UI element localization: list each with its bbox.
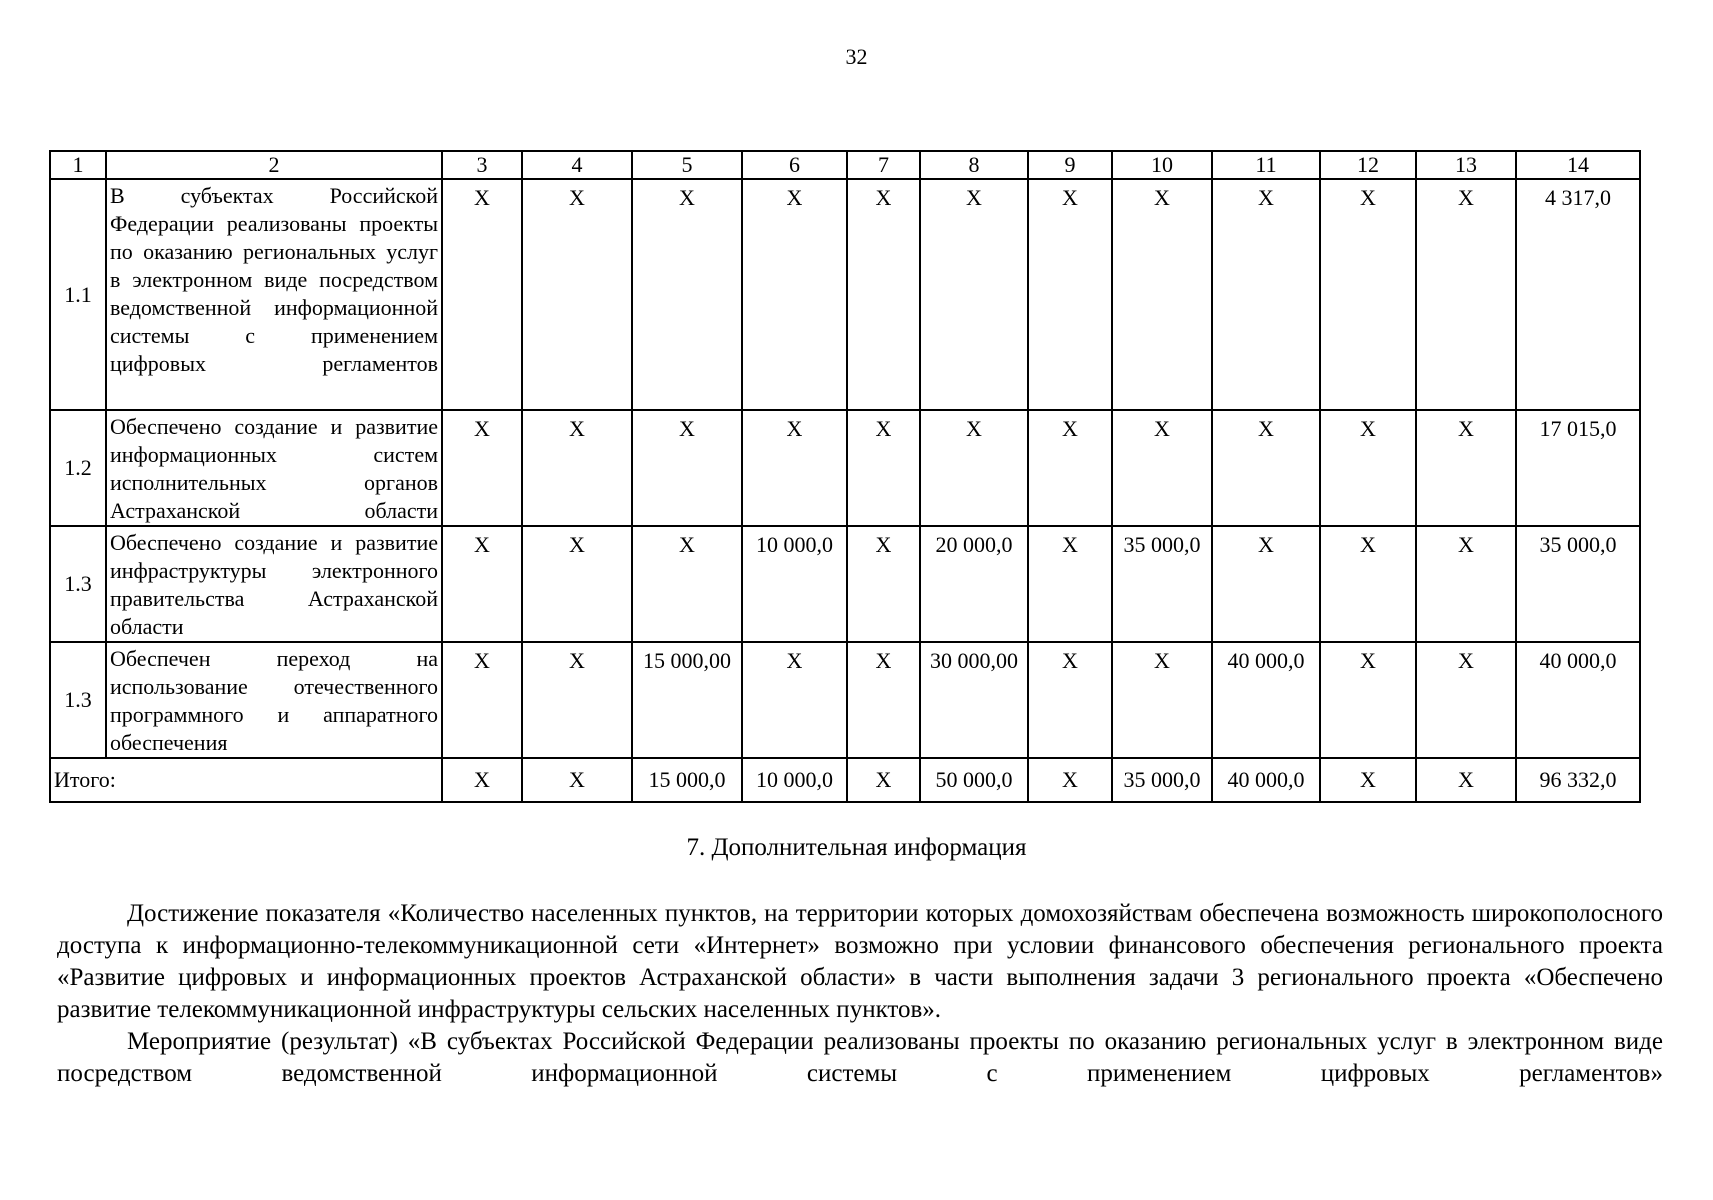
table-cell: X (847, 179, 920, 410)
total-row (50, 758, 1640, 802)
table-cell: 10 000,0 (742, 526, 847, 642)
table-cell: X (1320, 410, 1416, 526)
table-cell: X (632, 526, 742, 642)
table-cell: X (1320, 526, 1416, 642)
table-cell: X (1028, 526, 1112, 642)
table-cell: X (1028, 179, 1112, 410)
column-header: 6 (742, 151, 847, 179)
table-cell: X (1112, 642, 1212, 758)
table-cell: X (1416, 410, 1516, 526)
table-cell: X (632, 179, 742, 410)
table-cell: X (742, 179, 847, 410)
table-cell: X (632, 410, 742, 526)
table-cell: 15 000,00 (632, 642, 742, 758)
table-cell: X (1320, 179, 1416, 410)
table-cell: X (442, 410, 522, 526)
row-number: 1.1 (50, 179, 106, 410)
table-cell: X (1028, 410, 1112, 526)
table-cell: X (1320, 642, 1416, 758)
column-header: 8 (920, 151, 1028, 179)
column-header: 11 (1212, 151, 1320, 179)
row-number: 1.3 (50, 642, 106, 758)
total-cell: 35 000,0 (1112, 758, 1212, 802)
table-cell: X (1212, 179, 1320, 410)
table-cell: 30 000,00 (920, 642, 1028, 758)
column-header: 5 (632, 151, 742, 179)
column-header: 13 (1416, 151, 1516, 179)
column-header: 2 (106, 151, 442, 179)
total-cell: X (847, 758, 920, 802)
table-cell: X (1028, 642, 1112, 758)
row-description: Обеспечено создание и развитие информационных систем исполнительных органов Астраханской области (106, 410, 442, 526)
table-cell: X (522, 410, 632, 526)
table-cell: X (847, 642, 920, 758)
table-cell: 40 000,0 (1516, 642, 1640, 758)
table-cell: X (847, 526, 920, 642)
table-cell: 35 000,0 (1516, 526, 1640, 642)
total-cell: X (522, 758, 632, 802)
table-row (50, 410, 1640, 526)
section-title: 7. Дополнительная информация (686, 834, 1027, 861)
table-cell: 20 000,0 (920, 526, 1028, 642)
table-cell: X (1416, 642, 1516, 758)
table-cell: 35 000,0 (1112, 526, 1212, 642)
table-cell: X (847, 410, 920, 526)
column-header: 12 (1320, 151, 1416, 179)
column-header: 9 (1028, 151, 1112, 179)
table-cell: X (442, 642, 522, 758)
table-cell: X (1416, 179, 1516, 410)
total-cell: X (1416, 758, 1516, 802)
column-header: 14 (1516, 151, 1640, 179)
table-cell: X (1112, 179, 1212, 410)
table-row (50, 526, 1640, 642)
budget-table (49, 150, 1641, 803)
table-cell: X (1212, 526, 1320, 642)
total-label: Итого: (50, 758, 442, 802)
total-cell: 15 000,0 (632, 758, 742, 802)
total-cell: 10 000,0 (742, 758, 847, 802)
row-number: 1.3 (50, 526, 106, 642)
table-cell: 4 317,0 (1516, 179, 1640, 410)
table-cell: X (1112, 410, 1212, 526)
total-cell: 40 000,0 (1212, 758, 1320, 802)
column-header: 1 (50, 151, 106, 179)
paragraph: Достижение показателя «Количество населенных пунктов, на территории которых домохозяйствам обеспечена возможность широкополосного доступа к информационно-телекоммуникационной сети «Интернет» возможно при условии финансового обеспечения регионального проекта «Развитие цифровых и информационных проектов Астраханской области» в части выполнения задачи 3 регионального проекта «Обеспечено развитие телекоммуникационной инфраструктуры сельских населенных пунктов». (57, 900, 1663, 1023)
table-cell: X (920, 410, 1028, 526)
table-cell: X (522, 179, 632, 410)
total-cell: X (1028, 758, 1112, 802)
row-number: 1.2 (50, 410, 106, 526)
column-header: 10 (1112, 151, 1212, 179)
table-cell: X (742, 642, 847, 758)
table-cell: X (1416, 526, 1516, 642)
total-cell: 96 332,0 (1516, 758, 1640, 802)
row-description: Обеспечен переход на использование отечественного программного и аппаратного обеспечения (106, 642, 442, 758)
paragraph: Мероприятие (результат) «В субъектах Российской Федерации реализованы проекты по оказанию региональных услуг в электронном виде посредством ведомственной информационной системы с применением цифровых регламентов» (57, 1028, 1663, 1087)
total-cell: 50 000,0 (920, 758, 1028, 802)
body-text (57, 898, 1663, 1090)
table-row (50, 179, 1640, 410)
row-description: Обеспечено создание и развитие инфраструктуры электронного правительства Астраханской области (106, 526, 442, 642)
total-cell: X (442, 758, 522, 802)
column-header: 4 (522, 151, 632, 179)
column-header: 7 (847, 151, 920, 179)
page-number: 32 (845, 44, 868, 69)
table-cell: X (1212, 410, 1320, 526)
table-cell: X (442, 526, 522, 642)
table-row (50, 642, 1640, 758)
table-cell: X (522, 642, 632, 758)
table-header-row (50, 151, 1640, 179)
table-cell: 17 015,0 (1516, 410, 1640, 526)
table-cell: X (442, 179, 522, 410)
row-description: В субъектах Российской Федерации реализованы проекты по оказанию региональных услуг в электронном виде посредством ведомственной информационной системы с применением цифровых регламентов (106, 179, 442, 410)
table-cell: 40 000,0 (1212, 642, 1320, 758)
table-cell: X (742, 410, 847, 526)
total-cell: X (1320, 758, 1416, 802)
table-cell: X (920, 179, 1028, 410)
table-cell: X (522, 526, 632, 642)
column-header: 3 (442, 151, 522, 179)
